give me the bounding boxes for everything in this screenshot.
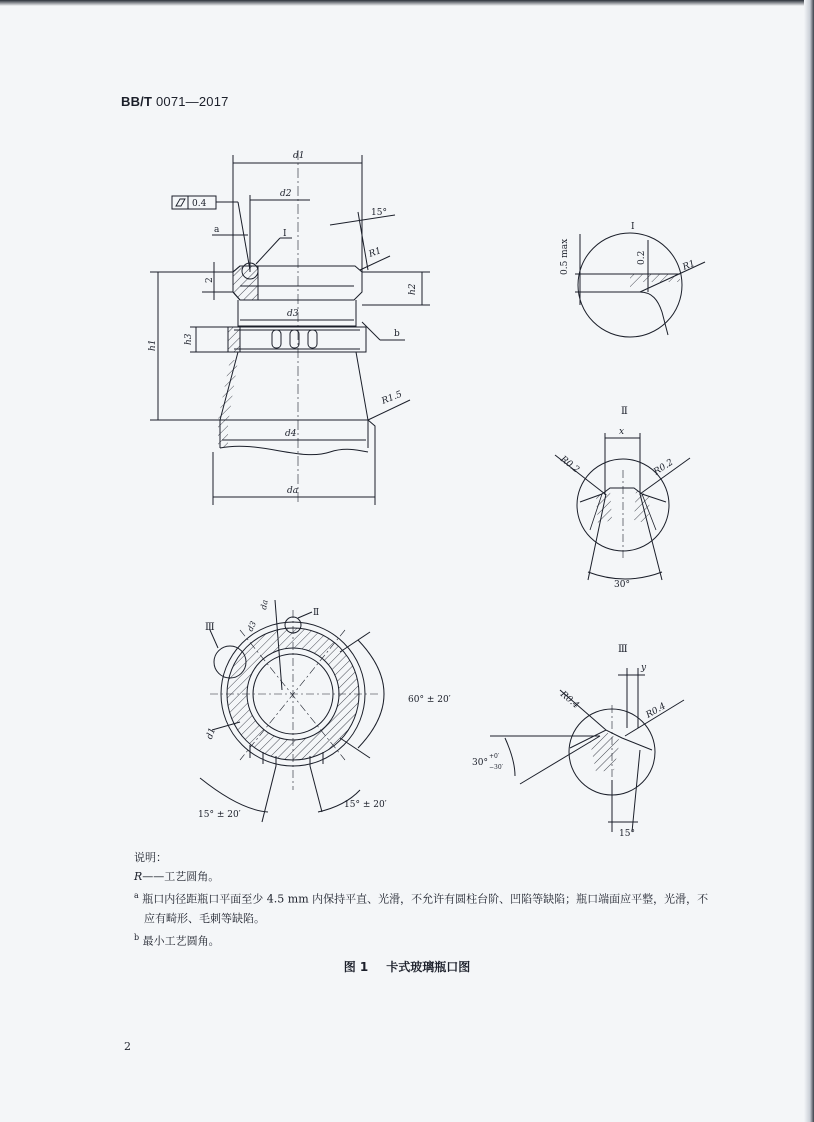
- label-h2: h2: [408, 283, 418, 295]
- note-r-text: ——工艺圆角。: [142, 870, 220, 883]
- label-a: a: [214, 225, 220, 235]
- label-d-note: da: [287, 486, 299, 496]
- label-top-db: da: [259, 599, 270, 611]
- label-b: b: [394, 329, 400, 339]
- label-detail-I-r1: R1: [681, 258, 697, 273]
- label-r02-left: R0.2: [558, 454, 581, 476]
- note-b-mark: b: [134, 932, 140, 942]
- label-d4: d4: [285, 429, 297, 439]
- detail-III-title: Ⅲ: [618, 644, 628, 655]
- note-r-prefix: R: [134, 870, 143, 883]
- detail-II-title: Ⅱ: [621, 406, 628, 417]
- label-angle-60: 60° ± 20′: [408, 695, 451, 705]
- label-h1: h1: [148, 339, 158, 351]
- label-angle-30-sup: +0′: [489, 753, 500, 760]
- label-r02-right: R0.2: [652, 457, 676, 478]
- label-angle-15: 15°: [371, 208, 387, 218]
- label-top-III: Ⅲ: [205, 622, 215, 633]
- note-b: [134, 928, 754, 951]
- label-max: 0.5 max: [560, 238, 570, 275]
- label-r15: R1.5: [380, 389, 404, 407]
- label-r1: R1: [367, 246, 383, 260]
- label-r04-right: R0.4: [644, 701, 668, 721]
- note-r: [134, 867, 754, 886]
- flatness-value: 0.4: [192, 199, 207, 209]
- label-r04-left: R0.4: [558, 689, 581, 711]
- notes-heading: 说明：: [134, 851, 167, 864]
- label-d3: d3: [287, 309, 299, 319]
- note-a-text-2: 应有畸形、毛刺等缺陷。: [144, 911, 265, 925]
- label-top-II: Ⅱ: [313, 608, 320, 618]
- label-angle-15-detail: 15°: [619, 829, 635, 839]
- label-angle-30-main: 30°: [472, 758, 488, 768]
- label-d1: d1: [293, 151, 305, 161]
- label-angle-30: 30°: [614, 580, 630, 590]
- label-angle-15-left: 15° ± 20′: [198, 810, 241, 820]
- figure-caption: [0, 958, 814, 975]
- label-y: y: [641, 663, 647, 673]
- label-h3: h3: [184, 333, 194, 345]
- note-b-text: 最小工艺圆角。: [142, 934, 220, 948]
- figure-number: 图 1: [343, 960, 369, 974]
- page-number: 2: [124, 1040, 131, 1053]
- top-view: [198, 599, 451, 822]
- label-x: x: [619, 427, 625, 437]
- label-d2: d2: [280, 189, 292, 199]
- detail-I-title: I: [631, 222, 635, 232]
- note-a-text-1: 瓶口内径距瓶口平面至少 4.5 mm 内保持平直、光滑，不允许有圆柱台阶、凹陷等缺陷；瓶口端面应平整，光滑，不: [142, 892, 709, 906]
- label-angle-15-right: 15° ± 20′: [344, 800, 387, 810]
- standard-number: 0071—2017: [155, 94, 229, 109]
- label-dim-2: 2: [205, 277, 215, 283]
- note-a-mark: a: [134, 891, 139, 900]
- side-view: [148, 150, 430, 505]
- note-a: [134, 886, 754, 909]
- detail-II: [555, 406, 690, 590]
- standard-code: BB/T: [121, 94, 153, 109]
- label-top-d1: d1: [204, 726, 219, 741]
- notes-section: [134, 848, 754, 950]
- detail-I: [560, 222, 705, 337]
- detail-III: [472, 644, 684, 839]
- label-angle-30-sub: −30′: [489, 764, 504, 771]
- label-detail-I: I: [283, 229, 287, 239]
- label-dim-02: 0.2: [637, 250, 647, 265]
- figure-title: 卡式玻璃瓶口图: [386, 960, 471, 974]
- label-top-dc: d3: [245, 619, 259, 633]
